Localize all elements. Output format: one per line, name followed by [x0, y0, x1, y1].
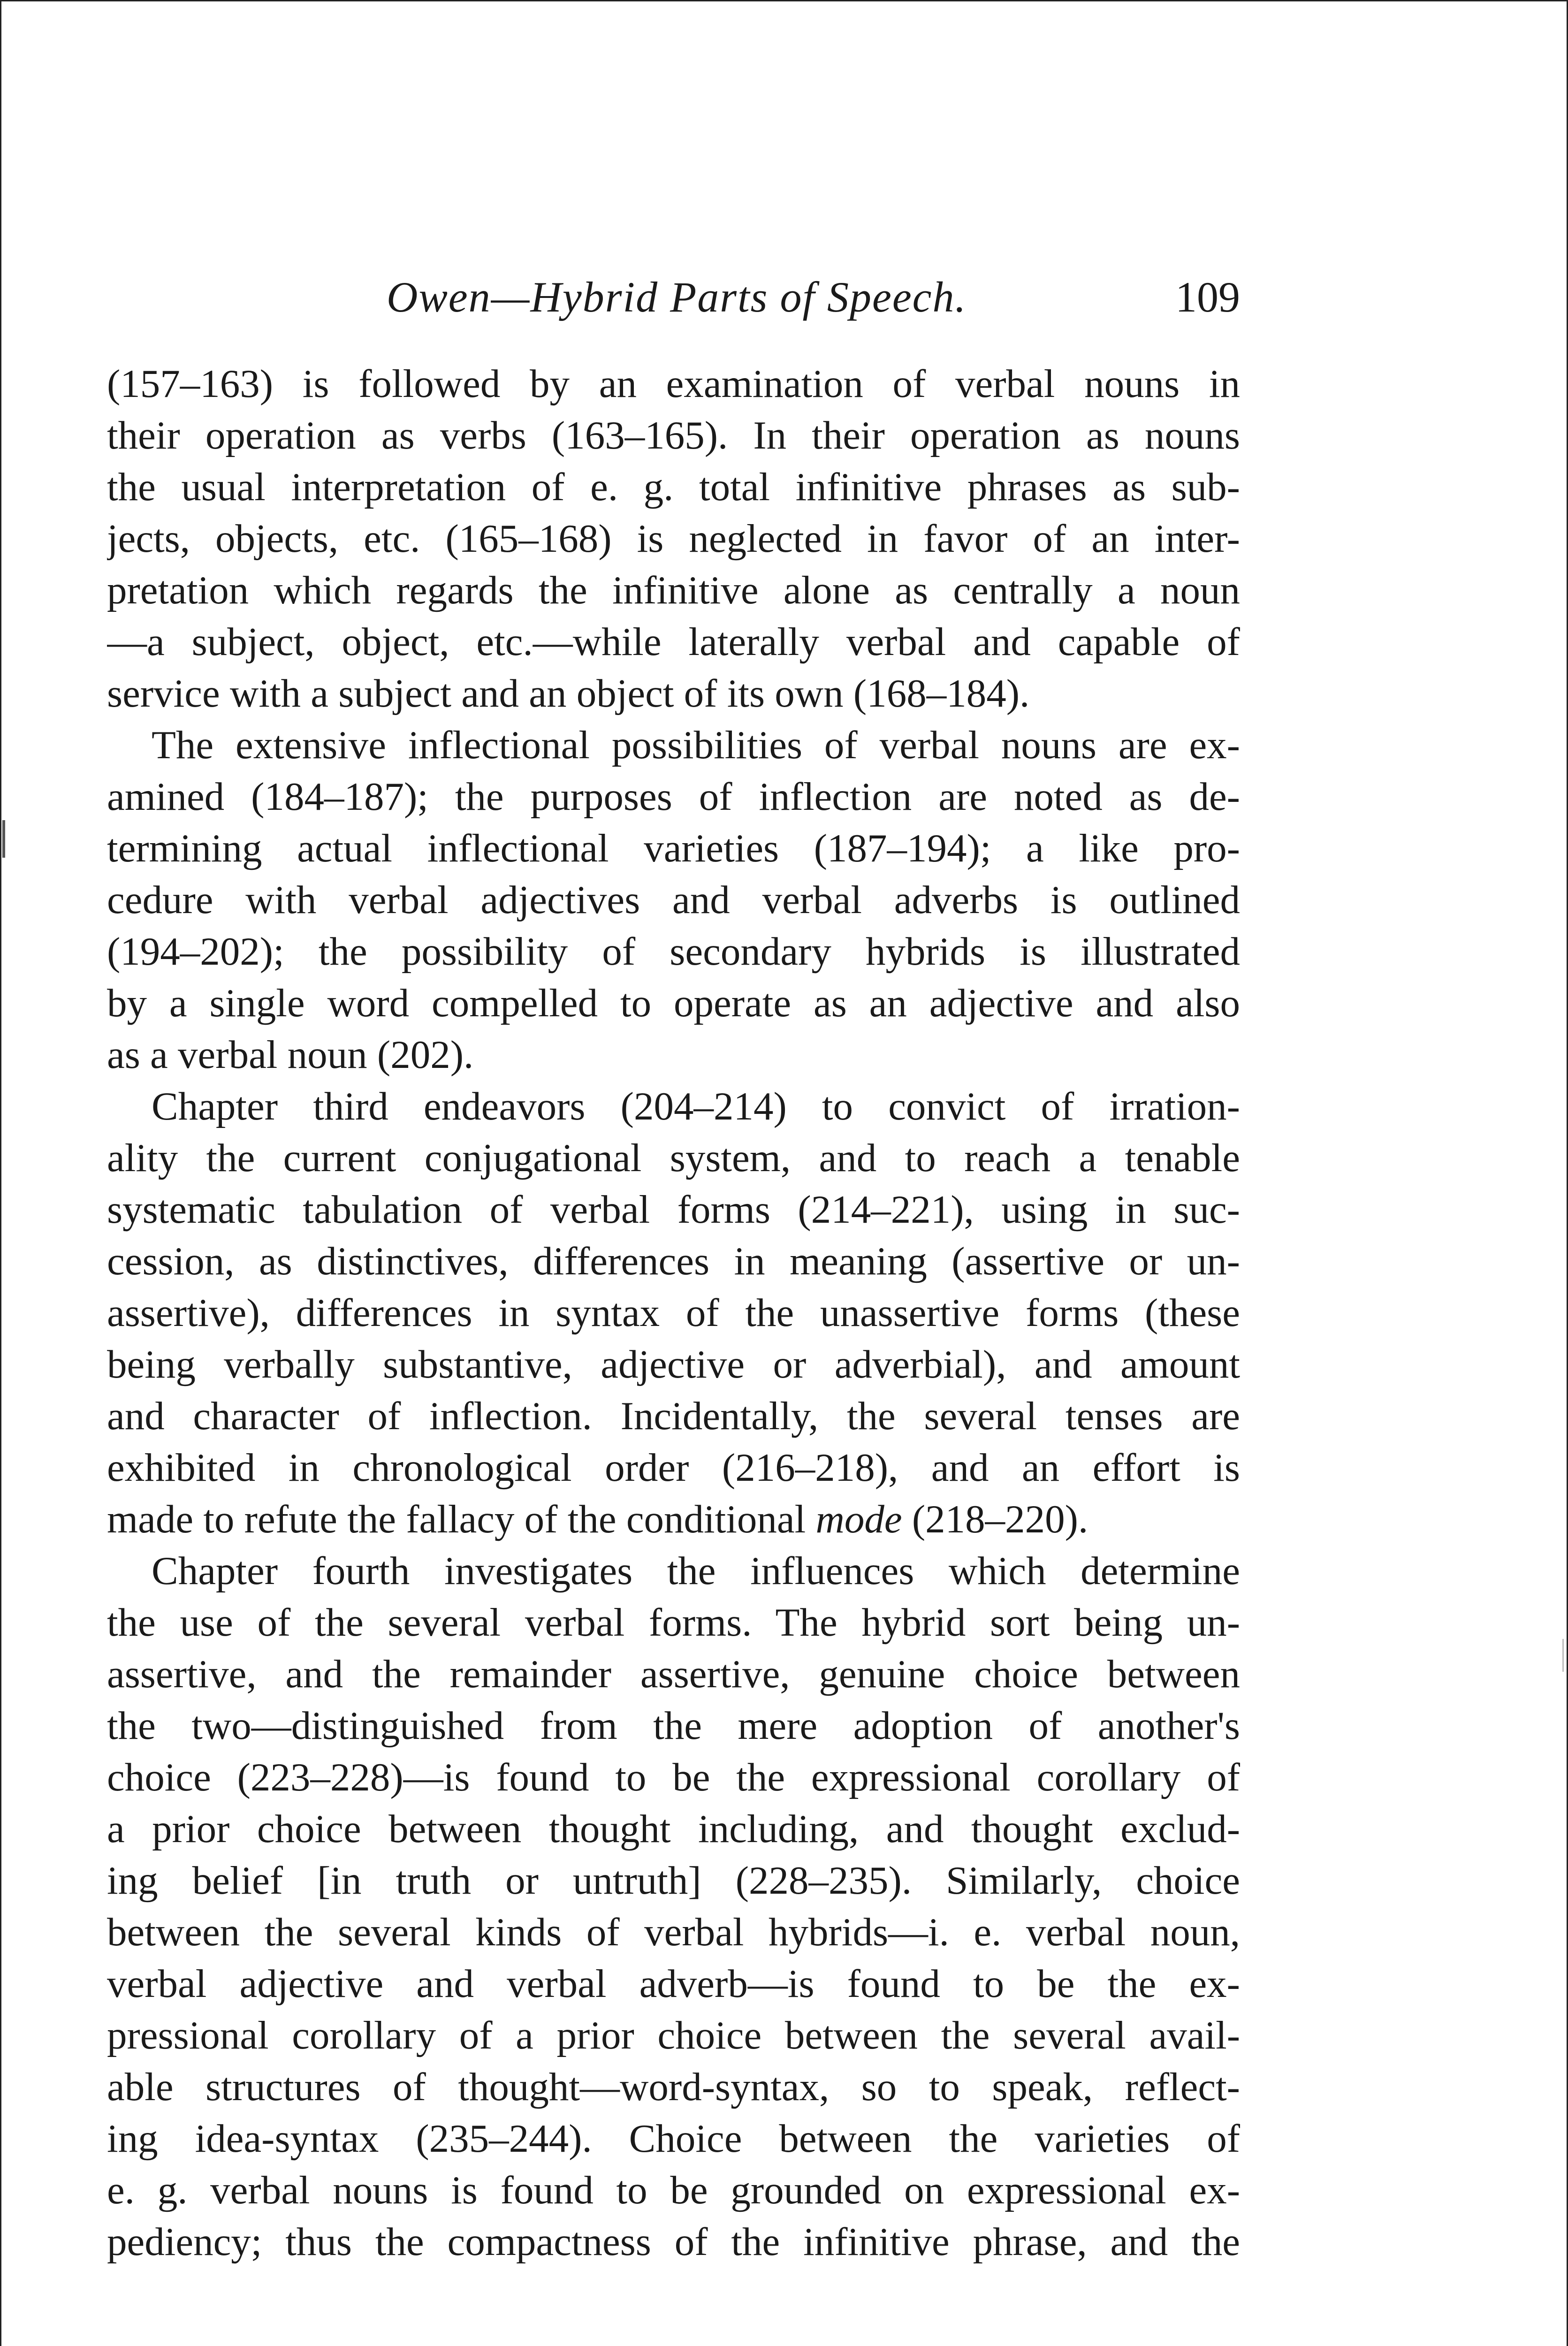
text-line: pressional corollary of a prior choice between the several avail- [107, 2013, 1240, 2057]
text-line: The extensive inflectional possibilities of verbal nouns are ex- [152, 723, 1240, 767]
text-line: their operation as verbs (163–165). In their operation as nouns [107, 413, 1240, 457]
text-line: assertive), differences in syntax of the unassertive forms (these [107, 1291, 1240, 1335]
text-line: pediency; thus the compactness of the infinitive phrase, and the [107, 2220, 1240, 2264]
text-line: the use of the several verbal forms. The hybrid sort being un- [107, 1600, 1240, 1645]
text-line: Chapter fourth investigates the influences which determine [152, 1549, 1240, 1593]
page-number: 109 [1175, 273, 1240, 321]
paragraph [107, 719, 1240, 1081]
text-line: e. g. verbal nouns is found to be grounded on expressional ex- [107, 2168, 1240, 2212]
text-line: the two—distinguished from the mere adoption of another's [107, 1704, 1240, 1748]
text-line: exhibited in chronological order (216–218), and an effort is [107, 1446, 1240, 1490]
text-line: choice (223–228)—is found to be the expressional corollary of [107, 1755, 1240, 1799]
text-line: Chapter third endeavors (204–214) to convict of irration- [152, 1084, 1240, 1128]
text-line: and character of inflection. Incidentally, the several tenses are [107, 1394, 1240, 1438]
text-line: amined (184–187); the purposes of inflection are noted as de- [107, 775, 1240, 819]
text-line: the usual interpretation of e. g. total infinitive phrases as sub- [107, 465, 1240, 509]
text-line: assertive, and the remainder assertive, genuine choice between [107, 1652, 1240, 1696]
text-line: systematic tabulation of verbal forms (214–221), using in suc- [107, 1188, 1240, 1232]
body-text [107, 358, 1240, 2268]
paragraph [107, 1545, 1240, 2268]
text-line: verbal adjective and verbal adverb—is found to be the ex- [107, 1962, 1240, 2006]
edge-mark [2, 820, 5, 858]
paragraph [107, 358, 1240, 719]
text-line: ality the current conjugational system, and to reach a tenable [107, 1136, 1240, 1180]
running-head [107, 264, 1240, 330]
running-title: Owen—Hybrid Parts of Speech. [387, 273, 967, 321]
text-line: between the several kinds of verbal hybrids—i. e. verbal noun, [107, 1910, 1240, 1954]
text-line: —a subject, object, etc.—while laterally verbal and capable of [107, 620, 1240, 664]
text-line: ing idea-syntax (235–244). Choice between the varieties of [107, 2117, 1240, 2161]
text-line: (194–202); the possibility of secondary hybrids is illustrated [107, 929, 1240, 974]
edge-mark [1562, 1639, 1564, 1672]
text-line: cedure with verbal adjectives and verbal adverbs is outlined [107, 878, 1240, 922]
text-line: being verbally substantive, adjective or adverbial), and amount [107, 1342, 1240, 1386]
text-line: cession, as distinctives, differences in meaning (assertive or un- [107, 1239, 1240, 1283]
paragraph [107, 1081, 1240, 1545]
text-line: pretation which regards the infinitive alone as centrally a noun [107, 568, 1240, 612]
text-line: service with a subject and an object of its own (168–184). [107, 671, 1030, 716]
text-line: (157–163) is followed by an examination of verbal nouns in [107, 362, 1240, 406]
text-line: ing belief [in truth or untruth] (228–235). Similarly, choice [107, 1859, 1240, 1903]
text-line: by a single word compelled to operate as an adjective and also [107, 981, 1240, 1025]
text-line: as a verbal noun (202). [107, 1033, 474, 1077]
text-line: jects, objects, etc. (165–168) is neglected in favor of an inter- [107, 517, 1240, 561]
text-line: able structures of thought—word-syntax, so to speak, reflect- [107, 2065, 1240, 2109]
text-line: a prior choice between thought including, and thought exclud- [107, 1807, 1240, 1851]
text-line: made to refute the fallacy of the conditional mode (218–220). [107, 1497, 1088, 1541]
text-line: termining actual inflectional varieties (187–194); a like pro- [107, 826, 1240, 870]
